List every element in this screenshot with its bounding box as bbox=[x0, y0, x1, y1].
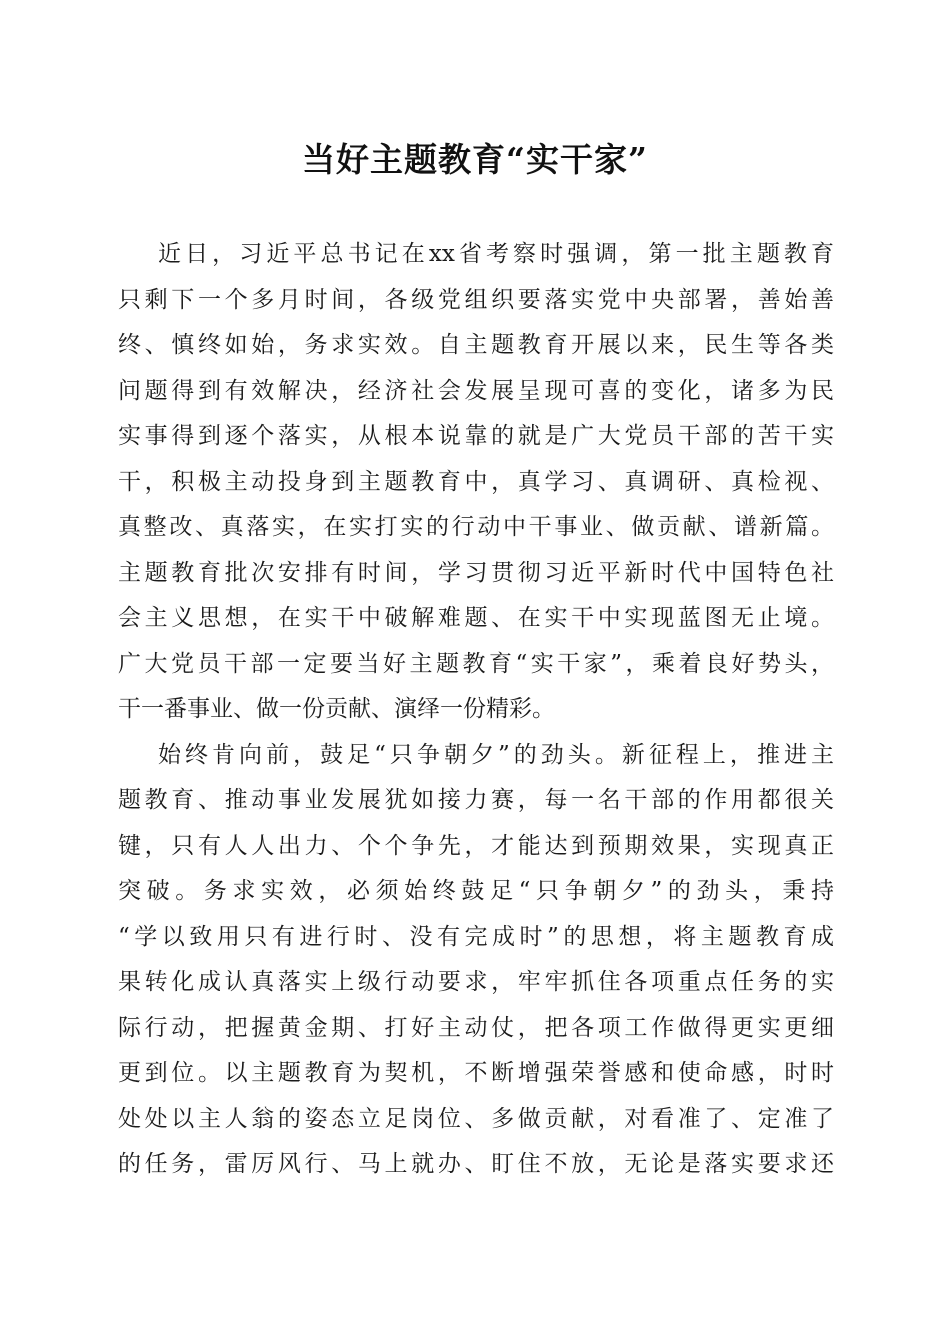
text-line: 题教育、推动事业发展犹如接力赛，每一名干部的作用都很关 bbox=[118, 787, 834, 813]
text-line: 始终肯向前，鼓足“只争朝夕”的劲头。新征程上，推进主 bbox=[158, 741, 834, 768]
text-line: 广大党员干部一定要当好主题教育“实干家”，乘着良好势头， bbox=[118, 650, 834, 677]
text-line: 问题得到有效解决，经济社会发展呈现可喜的变化，诸多为民 bbox=[118, 377, 834, 404]
text-line: 果转化成认真落实上级行动要求，牢牢抓住各项重点任务的实 bbox=[118, 969, 834, 995]
text-line: 会主义思想，在实干中破解难题、在实干中实现蓝图无止境。 bbox=[118, 605, 834, 631]
text-line: “学以致用只有进行时、没有完成时”的思想，将主题教育成 bbox=[118, 923, 834, 950]
paragraph-2 bbox=[118, 733, 834, 1188]
text-line: 干一番事业、做一份贡献、演绎一份精彩。 bbox=[118, 696, 555, 722]
text-line: 的任务，雷厉风行、马上就办、盯住不放，无论是落实要求还 bbox=[118, 1151, 834, 1177]
text-line: 只剩下一个多月时间，各级党组织要落实党中央部署，善始善 bbox=[118, 286, 834, 313]
text-line: 键，只有人人出力、个个争先，才能达到预期效果，实现真正 bbox=[118, 832, 834, 859]
text-line: 真整改、真落实，在实打实的行动中干事业、做贡献、谱新篇。 bbox=[118, 514, 834, 540]
document-title: 当好主题教育“实干家” bbox=[302, 140, 648, 179]
text-line: 突破。务求实效，必须始终鼓足“只争朝夕”的劲头，秉持 bbox=[118, 878, 834, 904]
text-line: 实事得到逐个落实，从根本说靠的就是广大党员干部的苦干实 bbox=[118, 423, 834, 449]
text-line: 际行动，把握黄金期、打好主动仗，把各项工作做得更实更细 bbox=[118, 1014, 834, 1041]
text-line: 主题教育批次安排有时间，学习贯彻习近平新时代中国特色社 bbox=[118, 559, 834, 586]
document-body bbox=[118, 232, 834, 1188]
text-line: 干，积极主动投身到主题教育中，真学习、真调研、真检视、 bbox=[118, 468, 834, 495]
text-line: 更到位。以主题教育为契机，不断增强荣誉感和使命感，时时 bbox=[118, 1060, 834, 1086]
text-line: 近日，习近平总书记在xx省考察时强调，第一批主题教育 bbox=[158, 241, 834, 267]
text-line: 处处以主人翁的姿态立足岗位、多做贡献，对看准了、定准了 bbox=[118, 1105, 834, 1132]
text-line: 终、慎终如始，务求实效。自主题教育开展以来，民生等各类 bbox=[118, 332, 834, 358]
paragraph-1 bbox=[118, 232, 834, 733]
